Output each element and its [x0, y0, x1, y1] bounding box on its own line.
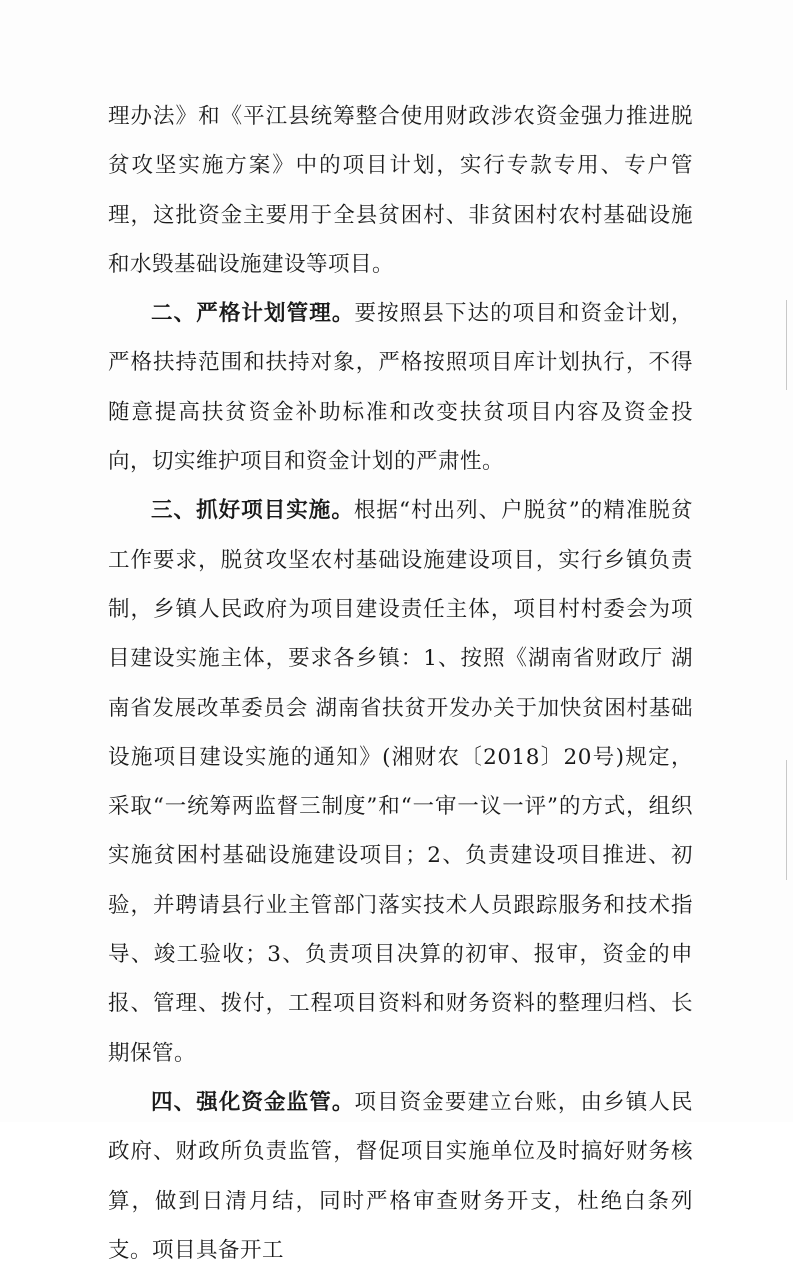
paragraph-body: 项目资金要建立台账，由乡镇人民政府、财政所负责监管，督促项目实施单位及时搞好财务核算，做到日清月结，同时严格审查财务开支，杜绝白条列支。项目具备开工 — [108, 1089, 693, 1263]
paragraph-body: 要按照县下达的项目和资金计划，严格扶持范围和扶持对象，严格按照项目库计划执行，不得随意提高扶贫资金补助标准和改变扶贫项目内容及资金投向，切实维护项目和资金计划的严肃性。 — [108, 301, 693, 475]
section-heading: 三、抓好项目实施。 — [151, 498, 354, 524]
section-heading: 四、强化资金监管。 — [151, 1089, 355, 1115]
document-body — [108, 92, 693, 1275]
paragraph-plan-management — [108, 289, 693, 486]
paragraph-fund-supervision — [108, 1078, 693, 1275]
paragraph-body: 理办法》和《平江县统筹整合使用财政涉农资金强力推进脱贫攻坚实施方案》中的项目计划，实行专款专用、专户管理，这批资金主要用于全县贫困村、非贫困村农村基础设施和水毁基础设施建设等项目。 — [108, 104, 693, 277]
scan-edge-mark — [786, 760, 787, 880]
paragraph-project-implementation — [108, 486, 693, 1078]
section-heading: 二、严格计划管理。 — [151, 301, 355, 327]
scan-edge-mark — [786, 300, 787, 390]
paragraph-continuation — [108, 92, 693, 289]
paragraph-body: 根据“村出列、户脱贫”的精准脱贫工作要求，脱贫攻坚农村基础设施建设项目，实行乡镇负责制，乡镇人民政府为项目建设责任主体，项目村村委会为项目建设实施主体，要求各乡镇：1、按照《湖南省财政厅 湖南省发展改革委员会 湖南省扶贫开发办关于加快贫困村基础设施项目建设实施的通知》(湘财农〔2018〕20号)规定，采取“一统筹两监督三制度”和“一审一议一评”的方式，组织实施贫困村基础设施建设项目；2、负责建设项目推进、初验，并聘请县行业主管部门落实技术人员跟踪服务和技术指导、竣工验收；3、负责项目决算的初审、报审，资金的申报、管理、拨付，工程项目资料和财务资料的整理归档、长期保管。 — [108, 498, 693, 1066]
